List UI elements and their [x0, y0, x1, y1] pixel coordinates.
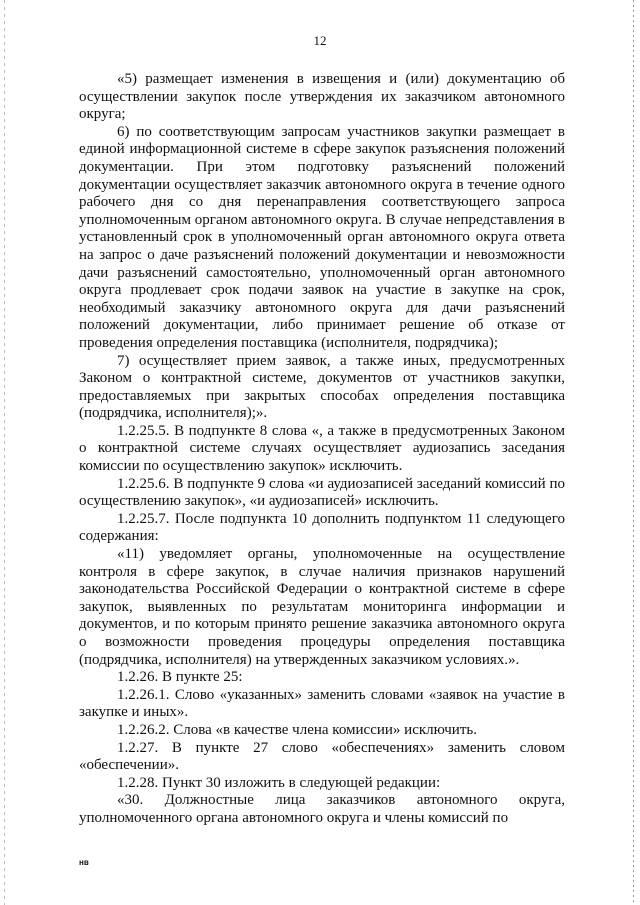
paragraph: 1.2.28. Пункт 30 изложить в следующей редакции: — [117, 774, 441, 791]
paragraph: «11) уведомляет органы, уполномоченные на осуществление контроля в сфере закупок, в случае наличия признаков нарушений законодательства Российской Федерации о контрактной системе в сфере закупок, выявленных по результатам мониторинга информации и документов, и по которым принято решение заказчика автономного округа о возможности проведения процедуры определения поставщика (подрядчика, исполнителя) на утвержденных заказчиком условиях.». — [79, 546, 565, 668]
scan-edge-right — [633, 0, 634, 905]
paragraph: «30. Должностные лица заказчиков автономного округа, уполномоченного органа автономного округа и члены комиссий по — [79, 792, 565, 826]
paragraph: 1.2.25.7. После подпункта 10 дополнить подпунктом 11 следующего содержания: — [79, 510, 565, 545]
scan-edge-left — [4, 0, 5, 905]
paragraph: 1.2.26.2. Слова «в качестве члена комиссии» исключить. — [117, 721, 477, 738]
paragraph: 1.2.25.5. В подпункте 8 слова «, а также в предусмотренных Законом о контрактной системе случаях осуществляет аудиозапись заседания комиссии по осуществлению закупок» исключить. — [79, 422, 565, 475]
paragraph: 1.2.26.1. Слово «указанных» заменить словами «заявок на участие в закупке и иных». — [79, 686, 565, 721]
paragraph: 7) осуществляет прием заявок, а также иных, предусмотренных Законом о контрактной системе, документов от участников закупки, предоставляемых при закрытых способах определения поставщика (подрядчика, исполнителя);». — [79, 352, 565, 422]
paragraph: 1.2.25.6. В подпункте 9 слова «и аудиозаписей заседаний комиссий по осуществлению закупок», «и аудиозаписей» исключить. — [79, 475, 565, 510]
paragraph: «5) размещает изменения в извещения и (или) документацию об осуществлении закупок после утверждения их заказчиком автономного округа; — [79, 71, 565, 123]
paragraph: 1.2.27. В пункте 27 слово «обеспечениях» заменить словом «обеспечении». — [79, 739, 565, 774]
document-body — [79, 71, 565, 828]
paragraph: 6) по соответствующим запросам участников закупки размещает в единой информационной системе в сфере закупок разъяснения положений документации. При этом подготовку разъяснений положений документации осуществляет заказчик автономного округа в течение одного рабочего дня со дня перенаправления соответствующего запроса уполномоченным органом автономного округа. В случае непредставления в установленный срок в уполномоченный орган автономного округа ответа на запрос о даче разъяснений положений документации и невозможности дачи разъяснений самостоятельно, уполномоченный орган автономного округа продлевает срок подачи заявок на участие в закупке на срок, необходимый заказчику автономного округа для дачи разъяснений положений документации, либо принимает решение об отказе от проведения определения поставщика (исполнителя, подрядчика); — [79, 123, 565, 351]
footer-mark: нв — [79, 858, 89, 867]
page-number: 12 — [313, 33, 327, 48]
paragraph: 1.2.26. В пункте 25: — [117, 669, 243, 686]
